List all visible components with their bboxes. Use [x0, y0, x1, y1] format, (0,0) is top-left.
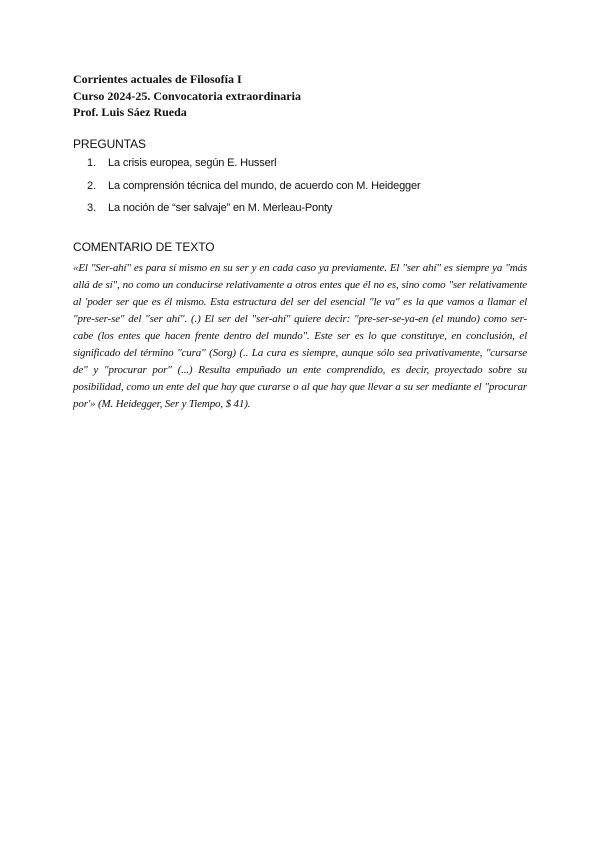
text-commentary-heading: COMENTARIO DE TEXTO: [73, 240, 215, 254]
question-text: La noción de “ser salvaje” en M. Merleau-Ponty: [108, 202, 333, 214]
question-number: 1.: [87, 157, 97, 169]
professor-name: Prof. Luis Sáez Rueda: [73, 105, 187, 119]
question-number: 2.: [87, 179, 97, 192]
document-header: [73, 71, 533, 121]
question-text: La comprensión técnica del mundo, de acuerdo con M. Heidegger: [108, 179, 421, 192]
question-list: [87, 156, 507, 224]
question-text: La crisis europea, según E. Husserl: [108, 157, 277, 169]
heidegger-quote: «El "Ser-ahí" es para sí mismo en su ser y en cada caso ya previamente. El "ser ahí" es siempre ya "más allá de sí", no como un conducirse relativamente a otros entes que él no es, sino como "ser relativamente al 'poder ser que es él mismo. Esta estructura del ser del esencial "le va" es la que vamos a llamar el "pre-ser-se" del "ser ahí". (.) El ser del "ser-ahí" quiere decir: "pre-ser-se-ya-en (el mundo) como ser-cabe (los entes que hacen frente dentro del mundo". Este ser es lo que constituye, en conclusión, el significado del término "cura" (Sorg) (.. La cura es siempre, aunque sólo sea privativamente, "cursarse de" y "procurar por" (...) Resulta empuñado un ente comprendido, es decir, proyectado sobre su posibilidad, como un ente del que hay que curarse o al que hay que llevar a su ser mediante el "procurar por'» (M. Heidegger, Ser y Tiempo, $ 41).: [73, 262, 527, 410]
question-item: [87, 201, 507, 224]
question-item: [87, 179, 507, 202]
questions-heading: PREGUNTAS: [73, 137, 146, 151]
question-item: [87, 156, 507, 179]
exam-session: Curso 2024-25. Convocatoria extraordinaria: [73, 88, 301, 103]
question-number: 3.: [87, 202, 97, 214]
course-title: Corrientes actuales de Filosofía I: [73, 72, 242, 86]
